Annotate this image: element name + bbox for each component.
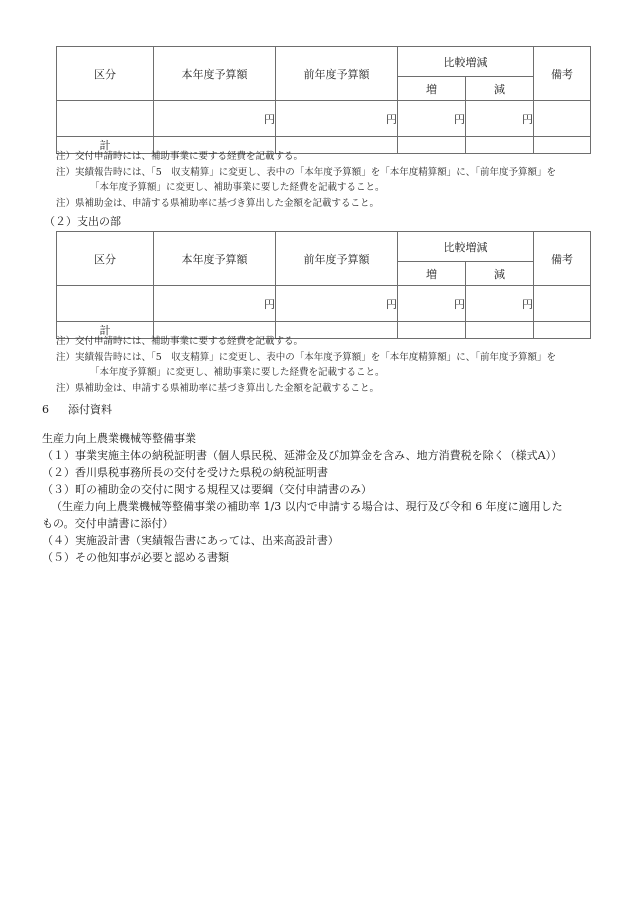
list-item: （２）香川県税事務所長の交付を受けた県税の納税証明書 bbox=[42, 466, 328, 479]
note-subsidy: 注）県補助金は、申請する県補助率に基づき算出した金額を記載すること。 bbox=[56, 382, 380, 394]
attachments-list bbox=[42, 430, 622, 566]
header-comparison-change: 比較増減 bbox=[398, 232, 534, 262]
header-decrease: 減 bbox=[466, 77, 534, 101]
list-item: （５）その他知事が必要と認める書類 bbox=[42, 551, 229, 564]
table-1-notes bbox=[56, 149, 616, 211]
header-previous-year-budget: 前年度予算額 bbox=[276, 232, 398, 286]
note-report-line-2: 「本年度予算額」に変更し、補助事業に要した経費を記載すること。 bbox=[90, 182, 385, 193]
table-header-row-main bbox=[57, 47, 591, 77]
cell-previous-year-yen[interactable]: 円 bbox=[276, 101, 398, 137]
cell-remarks-value[interactable] bbox=[534, 286, 591, 322]
header-current-year-budget: 本年度予算額 bbox=[154, 47, 276, 101]
cell-remarks-value[interactable] bbox=[534, 101, 591, 137]
table-row[interactable] bbox=[57, 101, 591, 137]
cell-current-year-yen[interactable]: 円 bbox=[154, 101, 276, 137]
cell-increase-yen[interactable]: 円 bbox=[398, 101, 466, 137]
attachment-program-title: 生産力向上農業機械等整備事業 bbox=[42, 432, 196, 445]
section-attachments-heading bbox=[42, 401, 112, 417]
header-kubun: 区分 bbox=[57, 47, 154, 101]
cell-current-year-yen[interactable]: 円 bbox=[154, 286, 276, 322]
budget-table-income bbox=[56, 46, 591, 154]
cell-decrease-yen[interactable]: 円 bbox=[466, 101, 534, 137]
note-application: 注）交付申請時には、補助事業に要する経費を記載する。 bbox=[56, 336, 304, 347]
note-report-line-1: 注）実績報告時には、「5 収支精算」に変更し、表中の「本年度予算額」を「本年度精算額」に、「前年度予算額」を bbox=[56, 166, 557, 178]
budget-table-expenditure bbox=[56, 231, 591, 339]
table-header-row-main bbox=[57, 232, 591, 262]
note-report-line-2: 「本年度予算額」に変更し、補助事業に要した経費を記載すること。 bbox=[90, 367, 385, 378]
cell-kubun-value[interactable] bbox=[57, 101, 154, 137]
section-title: 添付資料 bbox=[68, 403, 112, 416]
table-2-notes bbox=[56, 334, 616, 396]
note-report-line-1: 注）実績報告時には、「5 収支精算」に変更し、表中の「本年度予算額」を「本年度精算額」に、「前年度予算額」を bbox=[56, 351, 557, 363]
section-expenditure-label: （２）支出の部 bbox=[44, 215, 121, 228]
header-increase: 増 bbox=[398, 77, 466, 101]
header-remarks: 備考 bbox=[534, 47, 591, 101]
header-previous-year-budget: 前年度予算額 bbox=[276, 47, 398, 101]
list-item: （３）町の補助金の交付に関する規程又は要綱（交付申請書のみ） bbox=[42, 483, 372, 496]
list-item: （４）実施設計書（実績報告書にあっては、出来高設計書） bbox=[42, 534, 339, 547]
list-item: （１）事業実施主体の納税証明書（個人県民税、延滞金及び加算金を含み、地方消費税を除く（様式A）） bbox=[42, 449, 563, 462]
header-kubun: 区分 bbox=[57, 232, 154, 286]
section-number: 6 bbox=[42, 403, 49, 416]
cell-increase-yen[interactable]: 円 bbox=[398, 286, 466, 322]
header-remarks: 備考 bbox=[534, 232, 591, 286]
budget-table-1-wrapper bbox=[56, 46, 591, 154]
cell-kubun-value[interactable] bbox=[57, 286, 154, 322]
budget-table-2-wrapper bbox=[56, 231, 591, 339]
header-comparison-change: 比較増減 bbox=[398, 47, 534, 77]
cell-total-label: 計 bbox=[57, 322, 154, 339]
note-subsidy: 注）県補助金は、申請する県補助率に基づき算出した金額を記載すること。 bbox=[56, 197, 380, 209]
header-increase: 増 bbox=[398, 262, 466, 286]
cell-previous-year-yen[interactable]: 円 bbox=[276, 286, 398, 322]
cell-total-label: 計 bbox=[57, 137, 154, 154]
list-item-note-line-1: （生産力向上農業機械等整備事業の補助率 1/3 以内で申請する場合は、現行及び令和 6 年度に適用した bbox=[51, 500, 563, 513]
cell-decrease-yen[interactable]: 円 bbox=[466, 286, 534, 322]
header-current-year-budget: 本年度予算額 bbox=[154, 232, 276, 286]
list-item-note-line-2: もの。交付申請書に添付） bbox=[42, 517, 174, 530]
header-decrease: 減 bbox=[466, 262, 534, 286]
note-application: 注）交付申請時には、補助事業に要する経費を記載する。 bbox=[56, 151, 304, 162]
table-row[interactable] bbox=[57, 286, 591, 322]
